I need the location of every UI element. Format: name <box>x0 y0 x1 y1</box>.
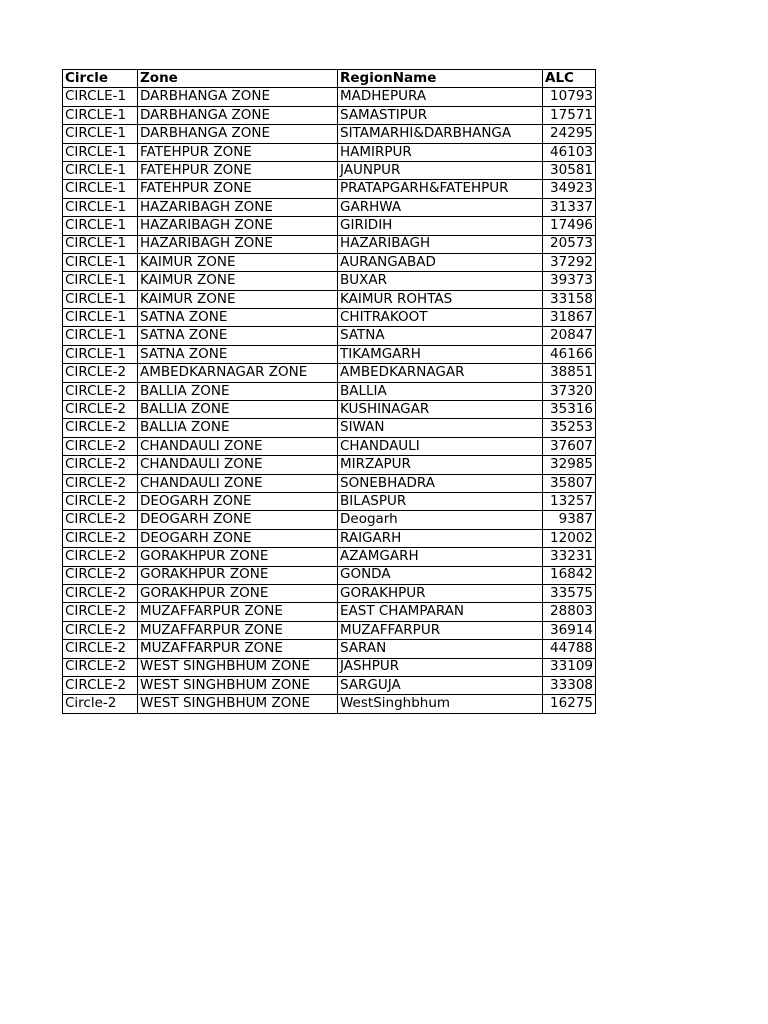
cell-alc[interactable]: 16842 <box>543 566 596 584</box>
cell-region-name[interactable]: PRATAPGARH&FATEHPUR <box>338 180 543 198</box>
cell-zone[interactable]: MUZAFFARPUR ZONE <box>138 621 338 639</box>
cell-circle[interactable]: CIRCLE-2 <box>63 511 138 529</box>
table-row <box>63 382 596 400</box>
cell-zone[interactable]: MUZAFFARPUR ZONE <box>138 603 338 621</box>
cell-alc[interactable]: 28803 <box>543 603 596 621</box>
cell-region-name[interactable]: WestSinghbhum <box>338 695 543 713</box>
cell-circle[interactable]: CIRCLE-1 <box>63 345 138 363</box>
table-row <box>63 401 596 419</box>
cell-region-name[interactable]: KAIMUR ROHTAS <box>338 290 543 308</box>
cell-alc[interactable]: 33575 <box>543 584 596 602</box>
table-row <box>63 474 596 492</box>
cell-alc[interactable]: 39373 <box>543 272 596 290</box>
cell-region-name[interactable]: JASHPUR <box>338 658 543 676</box>
table-row <box>63 584 596 602</box>
cell-region-name[interactable]: MADHEPURA <box>338 88 543 106</box>
cell-zone[interactable]: DEOGARH ZONE <box>138 492 338 510</box>
cell-alc[interactable]: 31867 <box>543 309 596 327</box>
cell-circle[interactable]: CIRCLE-2 <box>63 419 138 437</box>
cell-circle[interactable]: CIRCLE-2 <box>63 566 138 584</box>
cell-circle[interactable]: CIRCLE-2 <box>63 382 138 400</box>
cell-alc[interactable]: 44788 <box>543 640 596 658</box>
cell-alc[interactable]: 37320 <box>543 382 596 400</box>
cell-zone[interactable]: CHANDAULI ZONE <box>138 456 338 474</box>
cell-zone[interactable]: AMBEDKARNAGAR ZONE <box>138 364 338 382</box>
cell-zone[interactable]: SATNA ZONE <box>138 327 338 345</box>
header-alc[interactable]: ALC <box>543 70 596 88</box>
table-row <box>63 658 596 676</box>
cell-alc[interactable]: 33109 <box>543 658 596 676</box>
cell-circle[interactable]: CIRCLE-2 <box>63 492 138 510</box>
cell-region-name[interactable]: Deogarh <box>338 511 543 529</box>
cell-zone[interactable]: FATEHPUR ZONE <box>138 180 338 198</box>
cell-circle[interactable]: CIRCLE-2 <box>63 548 138 566</box>
cell-circle[interactable]: CIRCLE-1 <box>63 290 138 308</box>
table-row <box>63 511 596 529</box>
header-zone[interactable]: Zone <box>138 70 338 88</box>
cell-region-name[interactable]: RAIGARH <box>338 529 543 547</box>
cell-region-name[interactable]: SAMASTIPUR <box>338 106 543 124</box>
cell-region-name[interactable]: KUSHINAGAR <box>338 401 543 419</box>
cell-zone[interactable]: BALLIA ZONE <box>138 419 338 437</box>
cell-region-name[interactable]: CHANDAULI <box>338 437 543 455</box>
cell-zone[interactable]: KAIMUR ZONE <box>138 290 338 308</box>
cell-alc[interactable]: 33308 <box>543 676 596 694</box>
table-row <box>63 419 596 437</box>
cell-circle[interactable]: CIRCLE-2 <box>63 474 138 492</box>
cell-zone[interactable]: DARBHANGA ZONE <box>138 125 338 143</box>
cell-region-name[interactable]: SIWAN <box>338 419 543 437</box>
cell-circle[interactable]: CIRCLE-2 <box>63 621 138 639</box>
cell-zone[interactable]: SATNA ZONE <box>138 345 338 363</box>
table-row <box>63 235 596 253</box>
cell-alc[interactable]: 31337 <box>543 198 596 216</box>
cell-circle[interactable]: CIRCLE-1 <box>63 143 138 161</box>
table-row <box>63 198 596 216</box>
cell-zone[interactable]: WEST SINGHBHUM ZONE <box>138 658 338 676</box>
cell-zone[interactable]: HAZARIBAGH ZONE <box>138 217 338 235</box>
cell-circle[interactable]: CIRCLE-2 <box>63 640 138 658</box>
table-row <box>63 309 596 327</box>
table-row <box>63 180 596 198</box>
table-row <box>63 88 596 106</box>
table-row <box>63 566 596 584</box>
data-table <box>62 69 596 714</box>
cell-region-name[interactable]: BILASPUR <box>338 492 543 510</box>
cell-circle[interactable]: CIRCLE-2 <box>63 529 138 547</box>
cell-circle[interactable]: CIRCLE-1 <box>63 198 138 216</box>
cell-alc[interactable]: 9387 <box>543 511 596 529</box>
cell-zone[interactable]: HAZARIBAGH ZONE <box>138 198 338 216</box>
table-row <box>63 456 596 474</box>
cell-zone[interactable]: SATNA ZONE <box>138 309 338 327</box>
cell-alc[interactable]: 32985 <box>543 456 596 474</box>
cell-region-name[interactable]: SITAMARHI&DARBHANGA <box>338 125 543 143</box>
table-row <box>63 548 596 566</box>
cell-zone[interactable]: KAIMUR ZONE <box>138 253 338 271</box>
cell-circle[interactable]: CIRCLE-1 <box>63 125 138 143</box>
cell-region-name[interactable]: MIRZAPUR <box>338 456 543 474</box>
cell-circle[interactable]: CIRCLE-2 <box>63 401 138 419</box>
cell-region-name[interactable]: JAUNPUR <box>338 161 543 179</box>
table-row <box>63 529 596 547</box>
cell-alc[interactable]: 24295 <box>543 125 596 143</box>
cell-region-name[interactable]: SATNA <box>338 327 543 345</box>
cell-alc[interactable]: 20573 <box>543 235 596 253</box>
cell-zone[interactable]: BALLIA ZONE <box>138 401 338 419</box>
cell-region-name[interactable]: HAMIRPUR <box>338 143 543 161</box>
cell-alc[interactable]: 35253 <box>543 419 596 437</box>
cell-alc[interactable]: 30581 <box>543 161 596 179</box>
cell-circle[interactable]: CIRCLE-1 <box>63 88 138 106</box>
cell-alc[interactable]: 46103 <box>543 143 596 161</box>
cell-region-name[interactable]: SONEBHADRA <box>338 474 543 492</box>
cell-alc[interactable]: 10793 <box>543 88 596 106</box>
cell-region-name[interactable]: SARGUJA <box>338 676 543 694</box>
cell-alc[interactable]: 12002 <box>543 529 596 547</box>
cell-circle[interactable]: CIRCLE-1 <box>63 253 138 271</box>
cell-alc[interactable]: 37607 <box>543 437 596 455</box>
cell-circle[interactable]: CIRCLE-2 <box>63 437 138 455</box>
cell-zone[interactable]: BALLIA ZONE <box>138 382 338 400</box>
cell-circle[interactable]: CIRCLE-1 <box>63 309 138 327</box>
cell-zone[interactable]: GORAKHPUR ZONE <box>138 566 338 584</box>
cell-zone[interactable]: DARBHANGA ZONE <box>138 88 338 106</box>
table-row <box>63 621 596 639</box>
cell-alc[interactable]: 33158 <box>543 290 596 308</box>
cell-alc[interactable]: 35807 <box>543 474 596 492</box>
cell-zone[interactable]: DARBHANGA ZONE <box>138 106 338 124</box>
cell-alc[interactable]: 35316 <box>543 401 596 419</box>
cell-region-name[interactable]: GARHWA <box>338 198 543 216</box>
cell-alc[interactable]: 46166 <box>543 345 596 363</box>
table-row <box>63 272 596 290</box>
table-row <box>63 217 596 235</box>
cell-zone[interactable]: FATEHPUR ZONE <box>138 161 338 179</box>
cell-region-name[interactable]: CHITRAKOOT <box>338 309 543 327</box>
table-row <box>63 492 596 510</box>
table-row <box>63 125 596 143</box>
table-row <box>63 106 596 124</box>
cell-circle[interactable]: CIRCLE-2 <box>63 676 138 694</box>
cell-alc[interactable]: 37292 <box>543 253 596 271</box>
table-row <box>63 345 596 363</box>
cell-alc[interactable]: 38851 <box>543 364 596 382</box>
table-row <box>63 327 596 345</box>
cell-circle[interactable]: CIRCLE-1 <box>63 106 138 124</box>
cell-alc[interactable]: 13257 <box>543 492 596 510</box>
cell-region-name[interactable]: BALLIA <box>338 382 543 400</box>
cell-zone[interactable]: WEST SINGHBHUM ZONE <box>138 676 338 694</box>
table-row <box>63 290 596 308</box>
header-row <box>63 70 596 88</box>
cell-circle[interactable]: CIRCLE-2 <box>63 364 138 382</box>
cell-circle[interactable]: CIRCLE-1 <box>63 217 138 235</box>
table-row <box>63 676 596 694</box>
cell-circle[interactable]: CIRCLE-1 <box>63 235 138 253</box>
cell-circle[interactable]: CIRCLE-2 <box>63 456 138 474</box>
cell-circle[interactable]: CIRCLE-1 <box>63 327 138 345</box>
cell-circle[interactable]: Circle-2 <box>63 695 138 713</box>
cell-zone[interactable]: GORAKHPUR ZONE <box>138 584 338 602</box>
cell-zone[interactable]: DEOGARH ZONE <box>138 529 338 547</box>
cell-alc[interactable]: 17571 <box>543 106 596 124</box>
cell-region-name[interactable]: AURANGABAD <box>338 253 543 271</box>
spreadsheet-sheet <box>62 69 596 714</box>
cell-region-name[interactable]: TIKAMGARH <box>338 345 543 363</box>
cell-alc[interactable]: 34923 <box>543 180 596 198</box>
cell-region-name[interactable]: SARAN <box>338 640 543 658</box>
table-row <box>63 603 596 621</box>
cell-circle[interactable]: CIRCLE-1 <box>63 272 138 290</box>
cell-zone[interactable]: HAZARIBAGH ZONE <box>138 235 338 253</box>
header-region-name[interactable]: RegionName <box>338 70 543 88</box>
cell-region-name[interactable]: GIRIDIH <box>338 217 543 235</box>
table-row <box>63 161 596 179</box>
cell-region-name[interactable]: AMBEDKARNAGAR <box>338 364 543 382</box>
cell-zone[interactable]: FATEHPUR ZONE <box>138 143 338 161</box>
cell-alc[interactable]: 33231 <box>543 548 596 566</box>
table-body <box>63 88 596 713</box>
cell-alc[interactable]: 17496 <box>543 217 596 235</box>
cell-region-name[interactable]: BUXAR <box>338 272 543 290</box>
cell-zone[interactable]: GORAKHPUR ZONE <box>138 548 338 566</box>
cell-zone[interactable]: WEST SINGHBHUM ZONE <box>138 695 338 713</box>
cell-circle[interactable]: CIRCLE-2 <box>63 584 138 602</box>
cell-zone[interactable]: CHANDAULI ZONE <box>138 474 338 492</box>
cell-region-name[interactable]: EAST CHAMPARAN <box>338 603 543 621</box>
cell-alc[interactable]: 16275 <box>543 695 596 713</box>
cell-alc[interactable]: 20847 <box>543 327 596 345</box>
cell-region-name[interactable]: AZAMGARH <box>338 548 543 566</box>
cell-region-name[interactable]: HAZARIBAGH <box>338 235 543 253</box>
table-row <box>63 253 596 271</box>
table-row <box>63 437 596 455</box>
cell-circle[interactable]: CIRCLE-1 <box>63 161 138 179</box>
cell-zone[interactable]: KAIMUR ZONE <box>138 272 338 290</box>
cell-region-name[interactable]: GONDA <box>338 566 543 584</box>
cell-alc[interactable]: 36914 <box>543 621 596 639</box>
table-row <box>63 364 596 382</box>
header-circle[interactable]: Circle <box>63 70 138 88</box>
table-row <box>63 695 596 713</box>
table-row <box>63 143 596 161</box>
cell-zone[interactable]: MUZAFFARPUR ZONE <box>138 640 338 658</box>
cell-zone[interactable]: CHANDAULI ZONE <box>138 437 338 455</box>
cell-circle[interactable]: CIRCLE-2 <box>63 603 138 621</box>
cell-region-name[interactable]: GORAKHPUR <box>338 584 543 602</box>
cell-region-name[interactable]: MUZAFFARPUR <box>338 621 543 639</box>
cell-circle[interactable]: CIRCLE-1 <box>63 180 138 198</box>
table-row <box>63 640 596 658</box>
cell-zone[interactable]: DEOGARH ZONE <box>138 511 338 529</box>
cell-circle[interactable]: CIRCLE-2 <box>63 658 138 676</box>
